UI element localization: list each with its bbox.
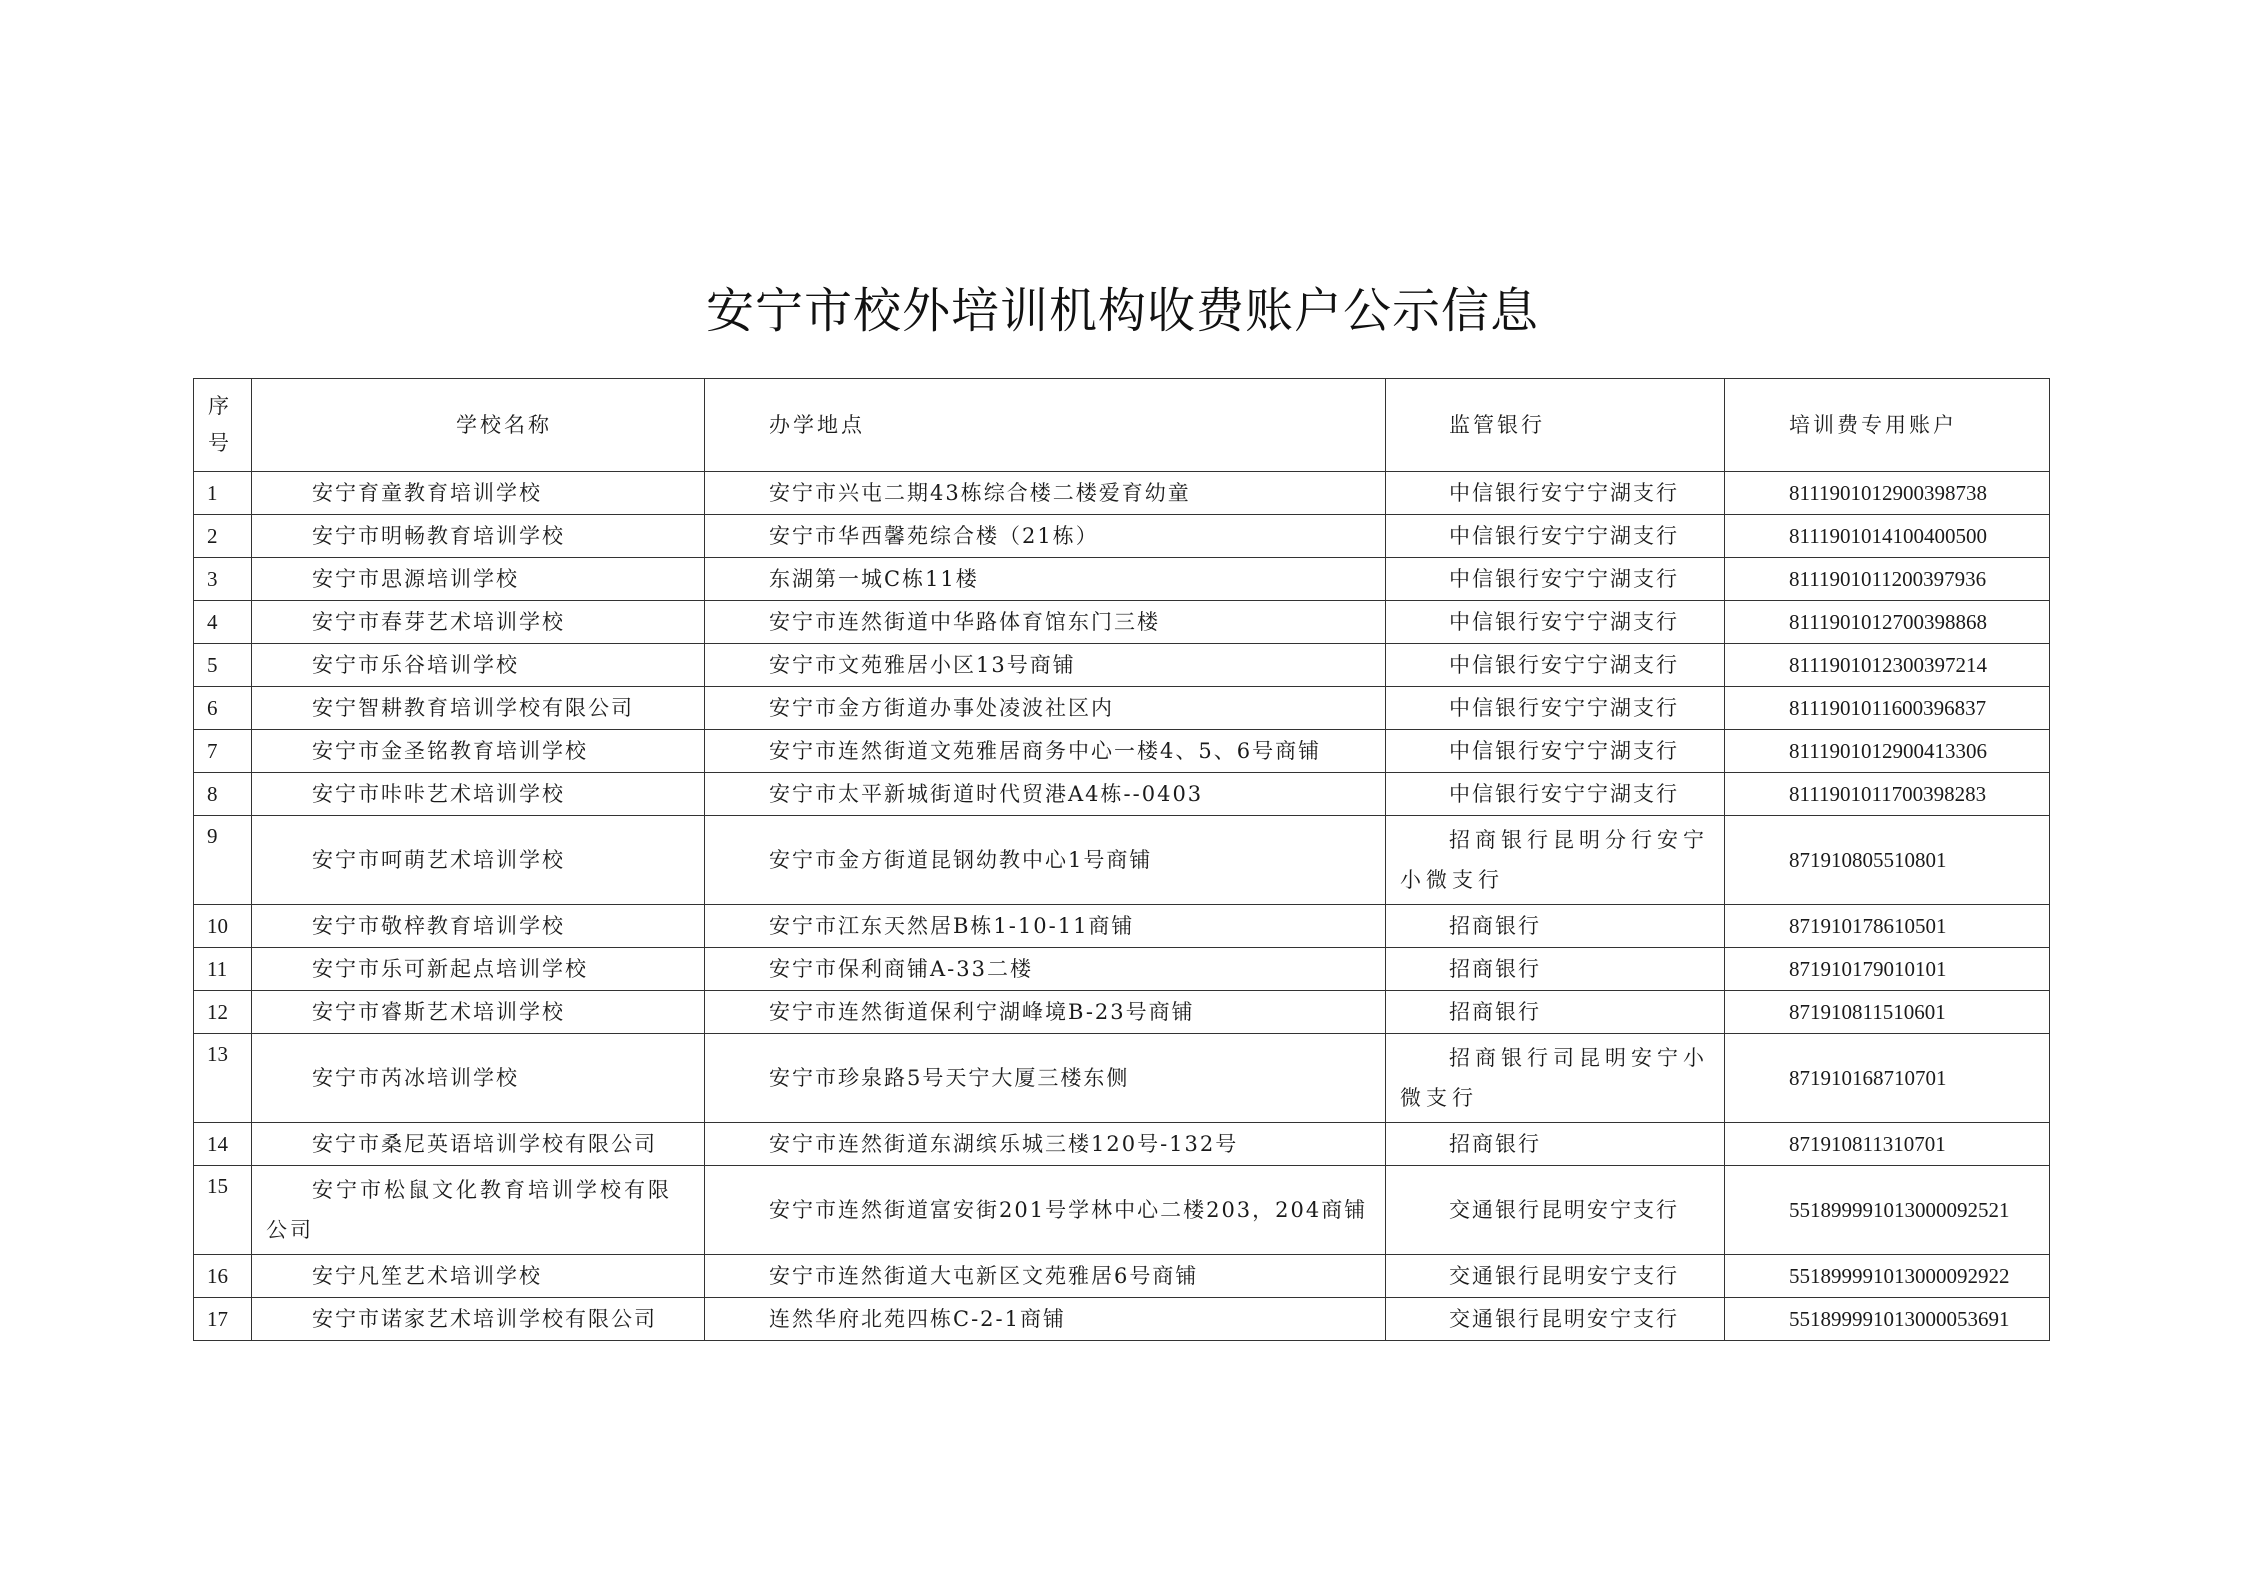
- table-row: [194, 991, 2050, 1034]
- row-number: 10: [194, 905, 252, 948]
- supervising-bank: 中信银行安宁宁湖支行: [1386, 515, 1725, 558]
- school-name: 安宁市乐可新起点培训学校: [252, 948, 705, 991]
- school-name: 安宁育童教育培训学校: [252, 472, 705, 515]
- table-row: [194, 773, 2050, 816]
- table-row: [194, 1255, 2050, 1298]
- account-number: 871910179010101: [1725, 948, 2050, 991]
- account-number: 871910805510801: [1725, 816, 2050, 905]
- row-number: 14: [194, 1123, 252, 1166]
- school-address: 安宁市江东天然居B栋1-10-11商铺: [705, 905, 1386, 948]
- supervising-bank: 招商银行: [1386, 1123, 1725, 1166]
- account-number: 871910178610501: [1725, 905, 2050, 948]
- table-row: [194, 816, 2050, 905]
- table-row: [194, 1123, 2050, 1166]
- table-row: [194, 1034, 2050, 1123]
- row-number: 2: [194, 515, 252, 558]
- account-number: 5518999910130000925​21: [1725, 1166, 2050, 1255]
- table-row: [194, 1298, 2050, 1341]
- school-address: 安宁市金方街道昆钢幼教中心1号商铺: [705, 816, 1386, 905]
- table-row: [194, 601, 2050, 644]
- row-number: 15: [194, 1166, 252, 1255]
- table-row: [194, 515, 2050, 558]
- school-address: 安宁市连然街道中华路体育馆东门三楼: [705, 601, 1386, 644]
- school-address: 安宁市连然街道东湖缤乐城三楼120号-132号: [705, 1123, 1386, 1166]
- row-number: 6: [194, 687, 252, 730]
- school-address: 安宁市连然街道文苑雅居商务中心一楼4、5、6号商铺: [705, 730, 1386, 773]
- school-name: 安宁市睿斯艺术培训学校: [252, 991, 705, 1034]
- supervising-bank: 招商银行: [1386, 948, 1725, 991]
- school-name: 安宁市思源培训学校: [252, 558, 705, 601]
- school-address: 连然华府北苑四栋C-2-1商铺: [705, 1298, 1386, 1341]
- table-row: [194, 472, 2050, 515]
- account-number: 8111901011200397936: [1725, 558, 2050, 601]
- school-name: 安宁凡笙艺术培训学校: [252, 1255, 705, 1298]
- row-number: 9: [194, 816, 252, 905]
- supervising-bank: 交通银行昆明安宁支行: [1386, 1298, 1725, 1341]
- supervising-bank: 招商银行: [1386, 991, 1725, 1034]
- school-address: 安宁市连然街道大屯新区文苑雅居6号商铺: [705, 1255, 1386, 1298]
- school-name: 安宁市桑尼英语培训学校有限公司: [252, 1123, 705, 1166]
- row-number: 1: [194, 472, 252, 515]
- school-address: 安宁市保利商铺A-33二楼: [705, 948, 1386, 991]
- table-row: [194, 905, 2050, 948]
- supervising-bank: 交通银行昆明安宁支行: [1386, 1255, 1725, 1298]
- school-name: 安宁市松鼠文化教育培训学校有限公司: [252, 1166, 705, 1255]
- school-address: 安宁市兴屯二期43栋综合楼二楼爱育幼童: [705, 472, 1386, 515]
- table-row: [194, 644, 2050, 687]
- row-number: 3: [194, 558, 252, 601]
- school-name: 安宁市芮冰培训学校: [252, 1034, 705, 1123]
- school-name: 安宁市明畅教育培训学校: [252, 515, 705, 558]
- account-number: 8111901012900413306: [1725, 730, 2050, 773]
- account-number: 8111901014100400500: [1725, 515, 2050, 558]
- school-address: 安宁市珍泉路5号天宁大厦三楼东侧: [705, 1034, 1386, 1123]
- supervising-bank: 中信银行安宁宁湖支行: [1386, 601, 1725, 644]
- header-no: 序号: [194, 379, 252, 472]
- school-name: 安宁市敬梓教育培训学校: [252, 905, 705, 948]
- account-number: 8111901012900398738: [1725, 472, 2050, 515]
- school-address: 安宁市金方街道办事处凌波社区内: [705, 687, 1386, 730]
- account-number: 8111901012700398868: [1725, 601, 2050, 644]
- table-row: [194, 948, 2050, 991]
- table-header-row: [194, 379, 2050, 472]
- account-number: 8111901011700398283: [1725, 773, 2050, 816]
- header-school: 学校名称: [252, 379, 705, 472]
- account-number: 551899991013000092922: [1725, 1255, 2050, 1298]
- row-number: 13: [194, 1034, 252, 1123]
- supervising-bank: 中信银行安宁宁湖支行: [1386, 472, 1725, 515]
- school-name: 安宁市诺家艺术培训学校有限公司: [252, 1298, 705, 1341]
- supervising-bank: 中信银行安宁宁湖支行: [1386, 558, 1725, 601]
- school-address: 安宁市华西馨苑综合楼（21栋）: [705, 515, 1386, 558]
- account-table: [193, 378, 2050, 1341]
- row-number: 16: [194, 1255, 252, 1298]
- header-bank: 监管银行: [1386, 379, 1725, 472]
- row-number: 12: [194, 991, 252, 1034]
- row-number: 11: [194, 948, 252, 991]
- supervising-bank: 交通银行昆明安宁支行: [1386, 1166, 1725, 1255]
- school-name: 安宁市咔咔艺术培训学校: [252, 773, 705, 816]
- row-number: 5: [194, 644, 252, 687]
- school-address: 东湖第一城C栋11楼: [705, 558, 1386, 601]
- school-address: 安宁市太平新城街道时代贸港A4栋--0403: [705, 773, 1386, 816]
- school-name: 安宁智耕教育培训学校有限公司: [252, 687, 705, 730]
- supervising-bank: 中信银行安宁宁湖支行: [1386, 644, 1725, 687]
- supervising-bank: 中信银行安宁宁湖支行: [1386, 730, 1725, 773]
- supervising-bank: 中信银行安宁宁湖支行: [1386, 773, 1725, 816]
- account-number: 871910168710701: [1725, 1034, 2050, 1123]
- supervising-bank: 招商银行: [1386, 905, 1725, 948]
- row-number: 8: [194, 773, 252, 816]
- account-number: 551899991013000053691: [1725, 1298, 2050, 1341]
- row-number: 4: [194, 601, 252, 644]
- supervising-bank: 招商银行司昆明安宁小微支行: [1386, 1034, 1725, 1123]
- school-address: 安宁市连然街道保利宁湖峰境B-23号商铺: [705, 991, 1386, 1034]
- table-body: [194, 472, 2050, 1341]
- table-row: [194, 1166, 2050, 1255]
- school-name: 安宁市春芽艺术培训学校: [252, 601, 705, 644]
- account-number: 871910811510601: [1725, 991, 2050, 1034]
- page-title: 安宁市校外培训机构收费账户公示信息: [705, 283, 1539, 339]
- header-address: 办学地点: [705, 379, 1386, 472]
- row-number: 7: [194, 730, 252, 773]
- table-row: [194, 730, 2050, 773]
- supervising-bank: 中信银行安宁宁湖支行: [1386, 687, 1725, 730]
- account-number: 8111901011600396837: [1725, 687, 2050, 730]
- supervising-bank: 招商银行昆明分行安宁小微支行: [1386, 816, 1725, 905]
- header-account: 培训费专用账户: [1725, 379, 2050, 472]
- table-row: [194, 687, 2050, 730]
- school-name: 安宁市呵萌艺术培训学校: [252, 816, 705, 905]
- account-number: 8111901012300397214: [1725, 644, 2050, 687]
- school-address: 安宁市文苑雅居小区13号商铺: [705, 644, 1386, 687]
- school-name: 安宁市乐谷培训学校: [252, 644, 705, 687]
- account-number: 871910811310701: [1725, 1123, 2050, 1166]
- school-address: 安宁市连然街道富安街201号学林中心二楼203，204商铺: [705, 1166, 1386, 1255]
- table-row: [194, 558, 2050, 601]
- row-number: 17: [194, 1298, 252, 1341]
- school-name: 安宁市金圣铭教育培训学校: [252, 730, 705, 773]
